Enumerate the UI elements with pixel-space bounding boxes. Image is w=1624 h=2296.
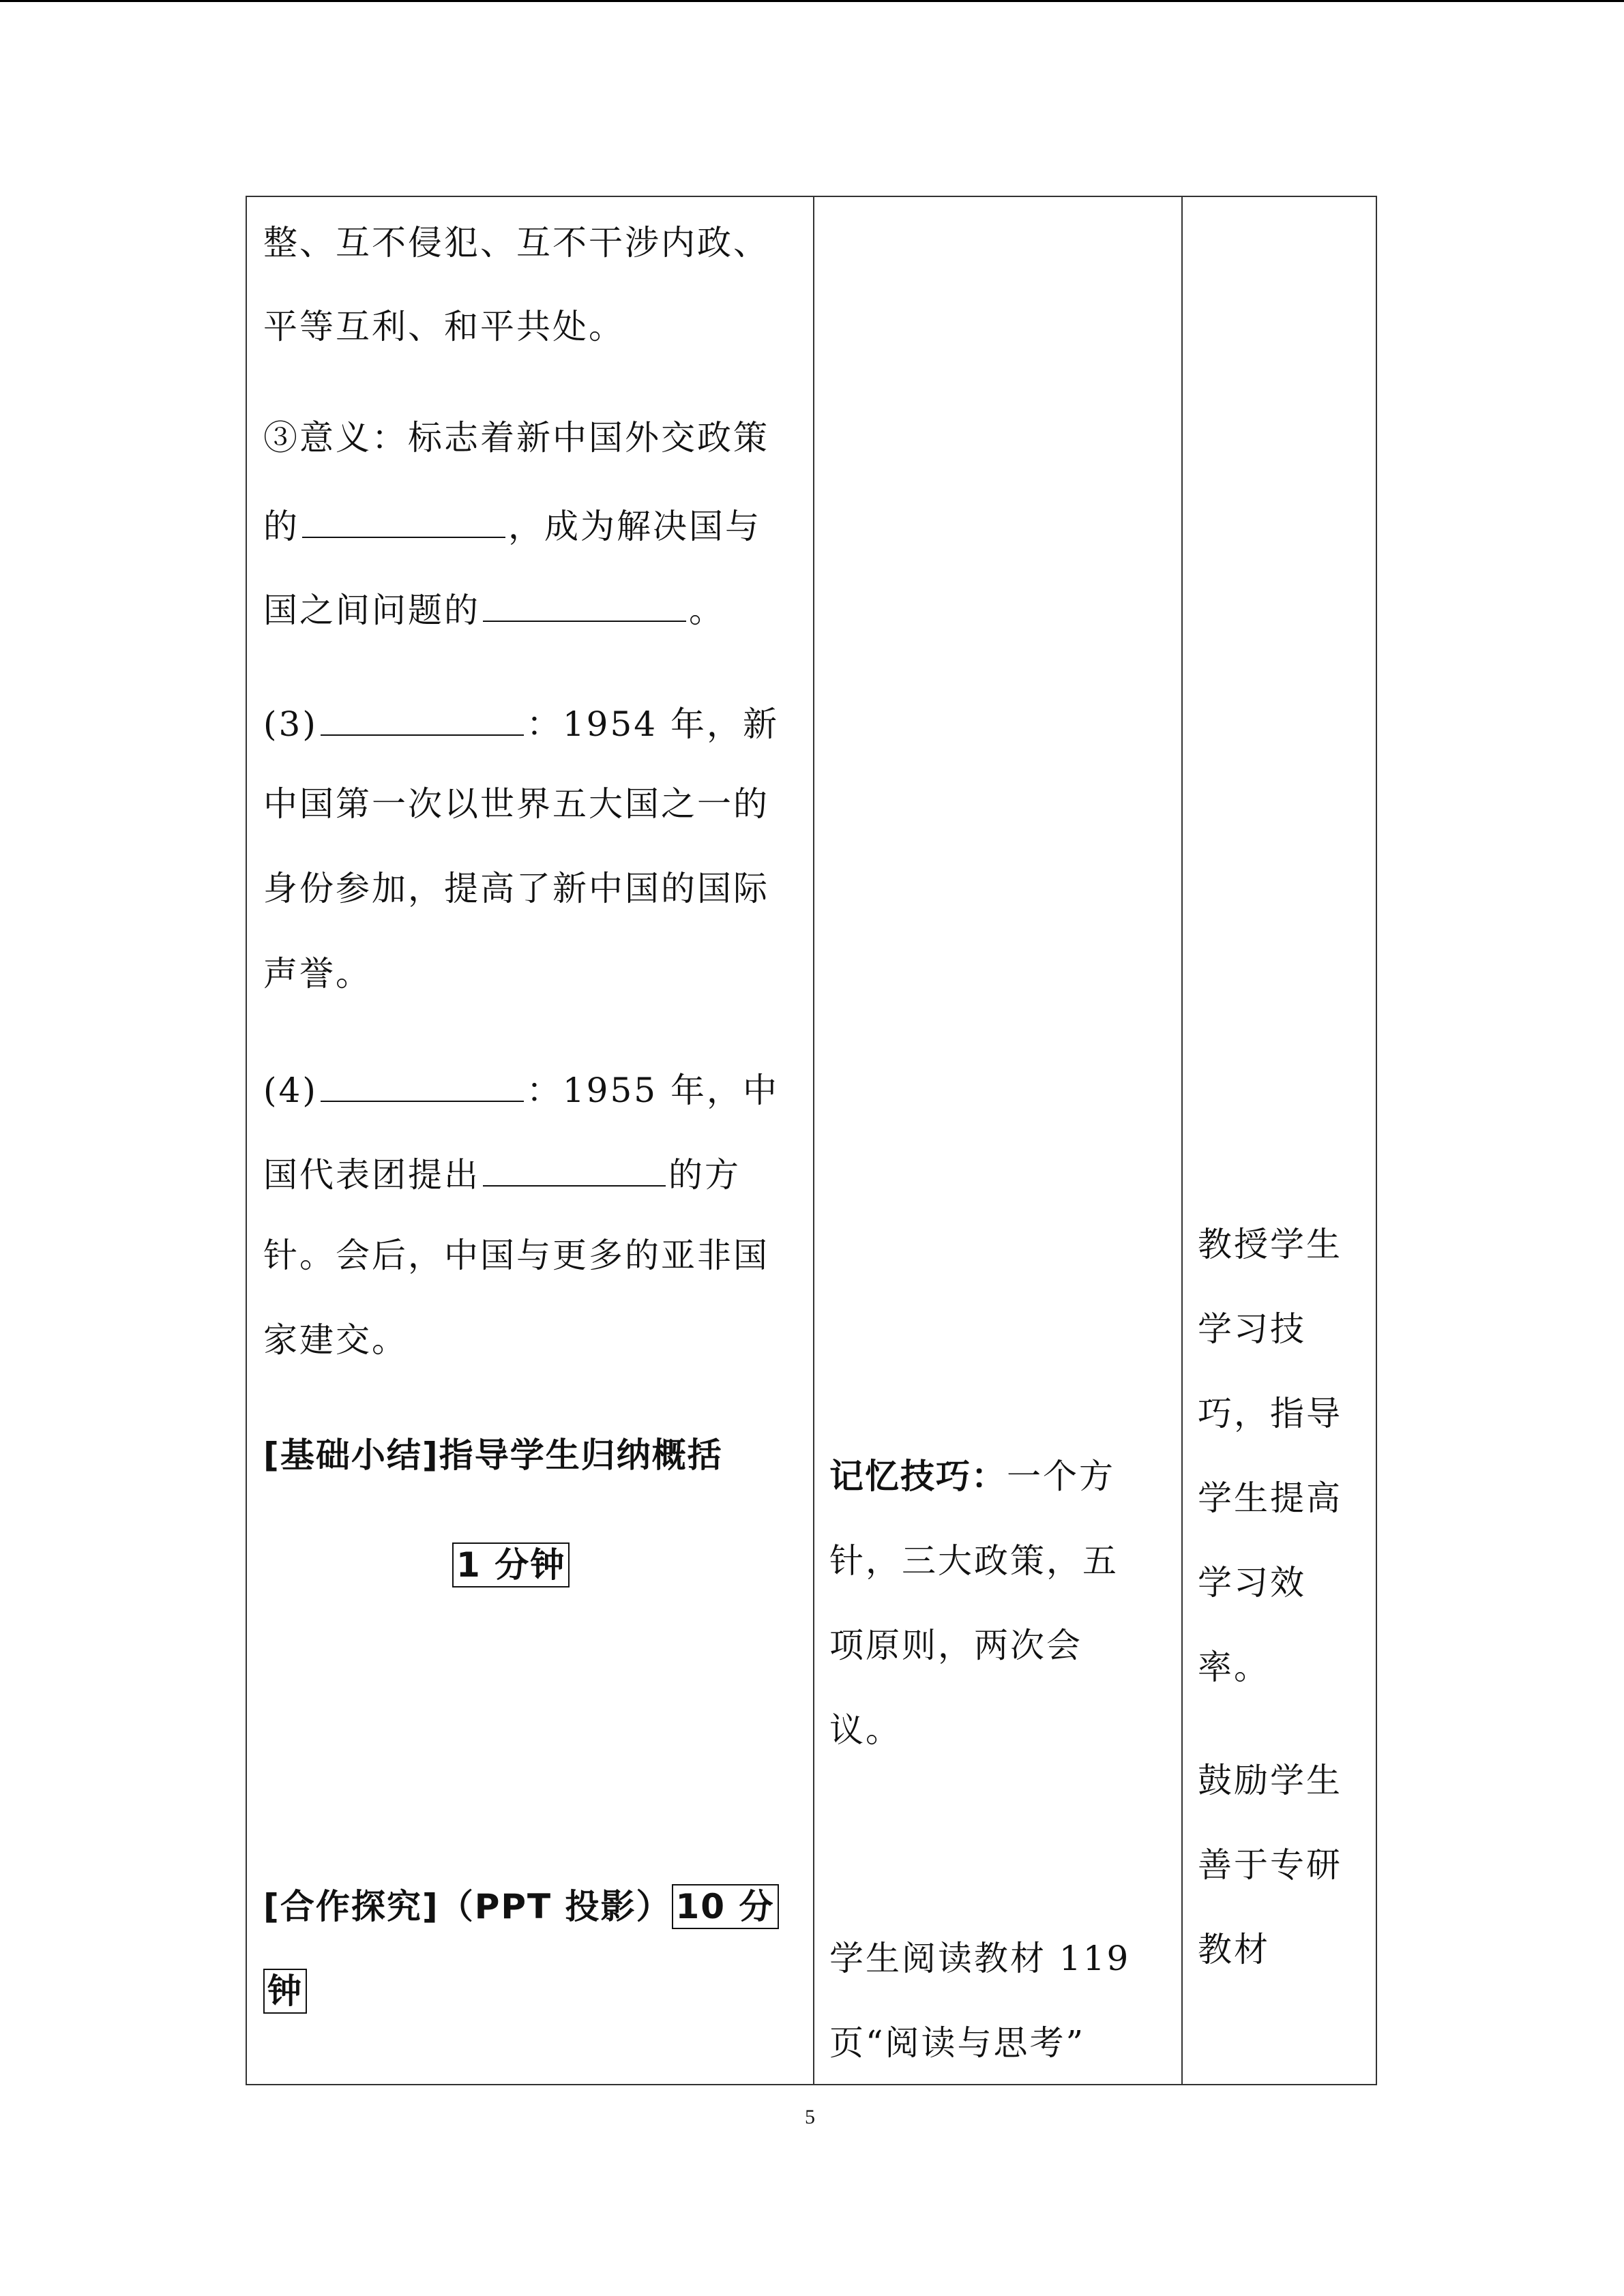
fill-blank[interactable] xyxy=(483,589,686,622)
memory-tip-line: 针，三大政策，五 xyxy=(829,1541,1119,1581)
memory-tip-line: 议。 xyxy=(829,1710,902,1750)
intent-line: 学生提高 xyxy=(1198,1478,1342,1518)
intent-line: 善于专研 xyxy=(1198,1845,1342,1885)
column-divider-2 xyxy=(1181,196,1183,2085)
text-fragment: (4) xyxy=(263,1071,318,1110)
text-fragment: 一个方 xyxy=(1007,1457,1115,1496)
text-fragment: ：1954 年，新 xyxy=(526,704,779,744)
memory-tip-label: 记忆技巧： xyxy=(829,1457,1007,1496)
intent-line: 教授学生 xyxy=(1198,1225,1342,1264)
content-line: 针。会后，中国与更多的亚非国 xyxy=(263,1236,769,1275)
text-fragment: 。 xyxy=(689,591,725,630)
intent-line: 鼓励学生 xyxy=(1198,1761,1342,1800)
text-fragment: 的 xyxy=(263,507,299,546)
memory-tip-line: 项原则，两次会 xyxy=(829,1626,1082,1665)
content-line xyxy=(263,703,779,744)
content-line: ③意义：标志着新中国外交政策 xyxy=(263,418,769,458)
content-line: 身份参加，提高了新中国的国际 xyxy=(263,869,769,908)
content-line xyxy=(263,589,725,630)
text-fragment: 国之间问题的 xyxy=(263,591,480,630)
text-fragment: ：1955 年，中 xyxy=(526,1071,779,1110)
column-divider-1 xyxy=(813,196,814,2085)
time-box: 10 分 xyxy=(672,1884,779,1929)
explore-heading xyxy=(263,1887,779,1926)
content-line: 平等互利、和平共处。 xyxy=(263,307,625,346)
fill-blank[interactable] xyxy=(321,703,524,736)
intent-line: 学习效 xyxy=(1198,1563,1306,1602)
intent-line: 巧，指导 xyxy=(1198,1394,1342,1433)
intent-line: 学习技 xyxy=(1198,1309,1306,1349)
lesson-table xyxy=(246,196,1377,2085)
text-fragment: 国代表团提出 xyxy=(263,1155,480,1195)
content-line: 整、互不侵犯、互不干涉内政、 xyxy=(263,223,769,263)
reading-task-line: 学生阅读教材 119 xyxy=(829,1939,1131,1978)
content-line xyxy=(263,505,761,546)
content-line xyxy=(263,1154,741,1195)
summary-time-badge xyxy=(452,1545,570,1585)
text-fragment: ，成为解决国与 xyxy=(508,507,761,546)
intent-line: 教材 xyxy=(1198,1930,1270,1969)
text-fragment: [合作探究]（PPT 投影） xyxy=(263,1887,672,1926)
time-box: 钟 xyxy=(263,1969,307,2014)
summary-heading: [基础小结]指导学生归纳概括 xyxy=(263,1435,723,1475)
explore-time-continued xyxy=(263,1971,307,2011)
time-box: 1 分钟 xyxy=(452,1542,570,1587)
content-line: 声誉。 xyxy=(263,954,372,994)
page-top-rule xyxy=(0,0,1624,2)
fill-blank[interactable] xyxy=(302,505,505,538)
memory-tip-line xyxy=(829,1457,1115,1496)
page-number: 5 xyxy=(805,2106,815,2128)
fill-blank[interactable] xyxy=(483,1154,666,1187)
reading-task-line: 页“阅读与思考” xyxy=(829,2023,1086,2063)
text-fragment: (3) xyxy=(263,704,318,744)
content-line xyxy=(263,1069,779,1110)
content-line: 家建交。 xyxy=(263,1320,408,1360)
content-line: 中国第一次以世界五大国之一的 xyxy=(263,784,769,824)
text-fragment: 的方 xyxy=(668,1155,741,1195)
intent-line: 率。 xyxy=(1198,1648,1270,1687)
fill-blank[interactable] xyxy=(321,1069,524,1102)
